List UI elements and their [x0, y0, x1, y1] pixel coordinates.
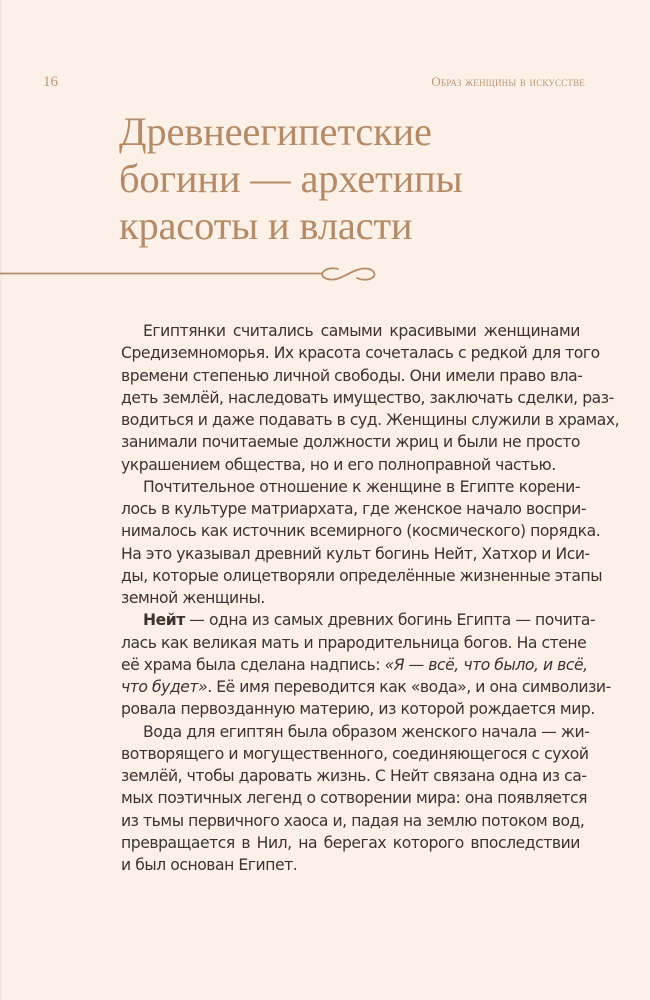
text-line [121, 654, 588, 676]
text-line: ровала первозданную материю, из которой рождается мир. [121, 700, 595, 719]
text-line [121, 609, 596, 631]
text-line [121, 676, 611, 698]
text-line: и был основан Египет. [121, 856, 298, 874]
text-line: времени степенью личной свободы. Они имели право вла- [121, 366, 583, 385]
paragraph [121, 721, 590, 877]
text-line: превращается в Нил, на берегах которого впоследствии [121, 833, 580, 852]
text-line: землёй, чтобы даровать жизнь. С Нейт связана одна из са- [121, 767, 587, 785]
goddess-name-neith: Нейт [143, 611, 185, 630]
text-fragment: — одна из самых древних богинь Египта — почита- [184, 611, 596, 630]
text-line: ды, которые олицетворяли определённые жизненные этапы [121, 566, 603, 585]
page-edge [0, 0, 2, 1000]
temple-inscription-quote: «Я — всё, что было, и всё, [384, 655, 588, 674]
chapter-title-line: богини — архетипы [119, 156, 463, 201]
chapter-title-line: красоты и власти [119, 203, 413, 248]
text-line: Вода для египтян была образом женского начала — жи- [143, 722, 590, 741]
running-head [43, 72, 585, 92]
body-text [121, 320, 620, 876]
paragraph [121, 320, 620, 476]
text-line: вотворящего и могущественного, соединяющегося с сухой [121, 744, 589, 763]
page-number: 16 [43, 73, 58, 90]
flourish-divider-icon [0, 258, 380, 288]
text-line: мых поэтичных легенд о сотворении мира: она появляется [121, 789, 588, 808]
text-fragment: её храма была сделана надпись: [121, 655, 385, 674]
text-line: Средиземноморья. Их красота сочеталась с редкой для того [121, 344, 600, 363]
text-line: лось в культуре матриархата, где женское начало воспри- [121, 500, 587, 518]
paragraph [121, 476, 603, 610]
text-line: деть землёй, наследовать имущество, заключать сделки, раз- [121, 388, 614, 407]
text-line: Почтительное отношение к женщине в Египте корени- [143, 477, 580, 496]
text-line: украшением общества, но и его полноправной частью. [121, 455, 556, 474]
text-line: водиться и даже подавать в суд. Женщины служили в храмах, [121, 411, 620, 429]
text-line: земной женщины. [121, 589, 265, 607]
chapter-title [119, 108, 559, 249]
text-line: занимали почитаемые должности жриц и были не просто [121, 433, 580, 452]
text-line: лась как великая мать и прародительница богов. На стене [121, 633, 587, 652]
chapter-title-line: Древнеегипетские [119, 109, 432, 154]
text-line: из тьмы первичного хаоса и, падая на землю потоком вод, [121, 811, 585, 830]
text-fragment: . Её имя переводится как «вода», и она символизи- [207, 678, 611, 696]
text-line: нималось как источник всемирного (космического) порядка. [121, 522, 601, 541]
paragraph [121, 609, 611, 720]
temple-inscription-quote: что будет» [121, 678, 208, 696]
text-line: Египтянки считались самыми красивыми женщинами [143, 322, 580, 340]
text-line: На это указывал древний культ богинь Нейт, Хатхор и Иси- [121, 544, 590, 563]
running-title: Образ женщины в искусстве [431, 74, 585, 89]
